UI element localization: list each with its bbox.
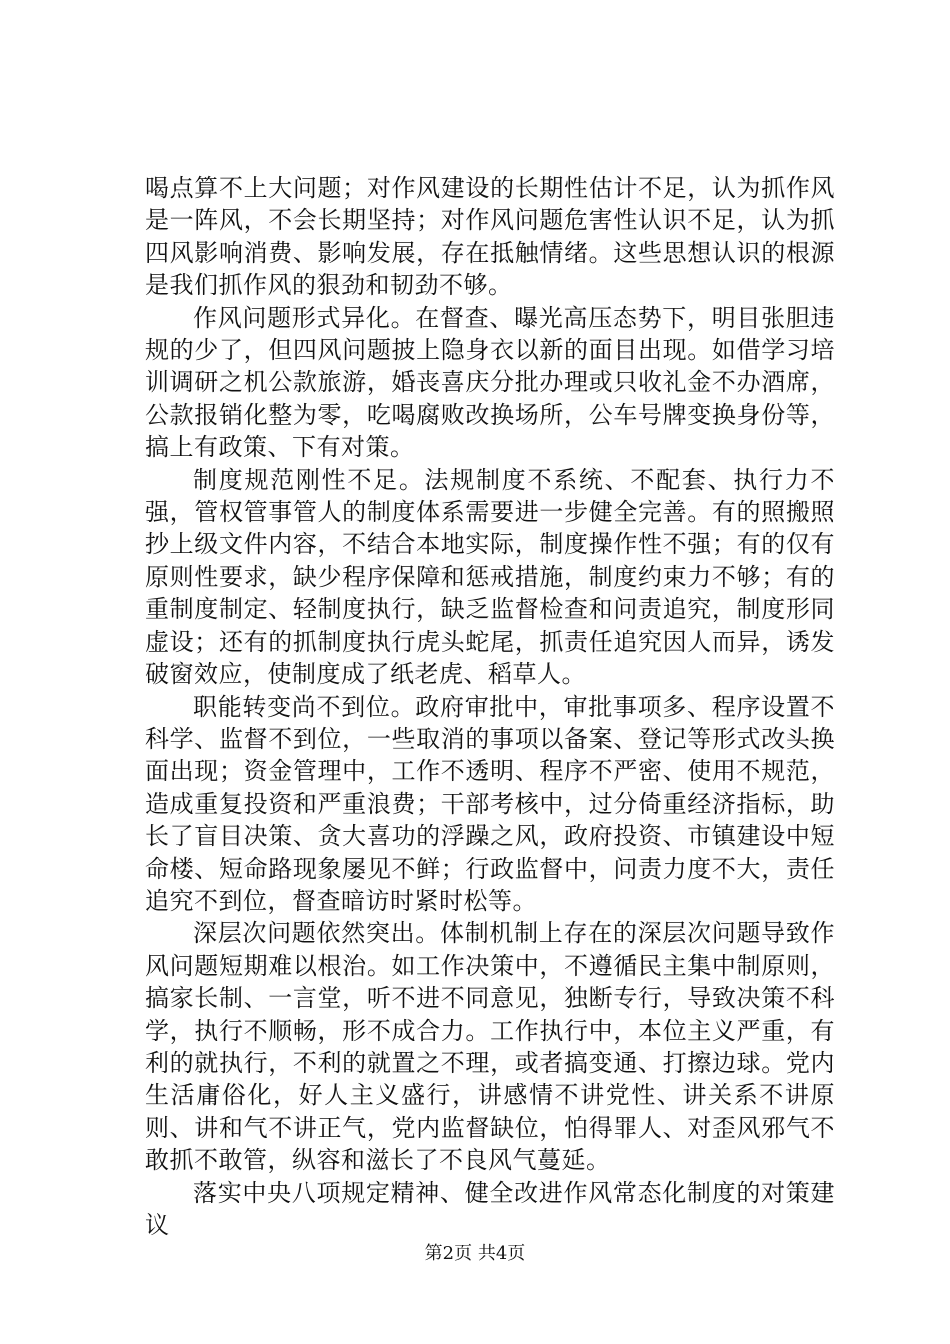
paragraph-style-alienation: 作风问题形式异化。在督查、曝光高压态势下，明目张胆违规的少了，但四风问题披上隐身衣以新的面目出现。如借学习培训调研之机公款旅游，婚丧喜庆分批办理或只收礼金不办酒席，公款报销化整为零，吃喝腐败改换场所，公车号牌变换身份等，搞上有政策、下有对策。 (145, 303, 835, 462)
paragraph-deep-issues: 深层次问题依然突出。体制机制上存在的深层次问题导致作风问题短期难以根治。如工作决策中，不遵循民主集中制原则，搞家长制、一言堂，听不进不同意见，独断专行，导致决策不科学，执行不顺畅，形不成合力。工作执行中，本位主义严重，有利的就执行，不利的就置之不理，或者搞变通、打擦边球。党内生活庸俗化，好人主义盛行，讲感情不讲党性、讲关系不讲原则、讲和气不讲正气，党内监督缺位，怕得罪人、对歪风邪气不敢抓不敢管，纵容和滋长了不良风气蔓延。 (145, 919, 835, 1175)
page-footer (0, 1243, 950, 1265)
paragraph-continuation: 喝点算不上大问题；对作风建设的长期性估计不足，认为抓作风是一阵风，不会长期坚持；对作风问题危害性认识不足，认为抓四风影响消费、影响发展，存在抵触情绪。这些思想认识的根源是我们抓作风的狠劲和韧劲不够。 (145, 174, 835, 300)
section-heading-countermeasures: 落实中央八项规定精神、健全改进作风常态化制度的对策建议 (145, 1178, 835, 1239)
paragraph-institutional-rigidity: 制度规范刚性不足。法规制度不系统、不配套、执行力不强，管权管事管人的制度体系需要进一步健全完善。有的照搬照抄上级文件内容，不结合本地实际，制度操作性不强；有的仅有原则性要求，缺少程序保障和惩戒措施，制度约束力不够；有的重制度制定、轻制度执行，缺乏监督检查和问责追究，制度形同虚设；还有的抓制度执行虎头蛇尾，抓责任追究因人而异，诱发破窗效应，使制度成了纸老虎、稻草人。 (145, 465, 835, 689)
paragraph-function-transformation: 职能转变尚不到位。政府审批中，审批事项多、程序设置不科学、监督不到位，一些取消的事项以备案、登记等形式改头换面出现；资金管理中，工作不透明、程序不严密、使用不规范，造成重复投资和严重浪费；干部考核中，过分倚重经济指标，助长了盲目决策、贪大喜功的浮躁之风，政府投资、市镇建设中短命楼、短命路现象屡见不鲜；行政监督中，问责力度不大，责任追究不到位，督查暗访时紧时松等。 (145, 692, 835, 915)
page-number: 第2页 共4页 (424, 1243, 526, 1264)
document-body (145, 172, 835, 1241)
